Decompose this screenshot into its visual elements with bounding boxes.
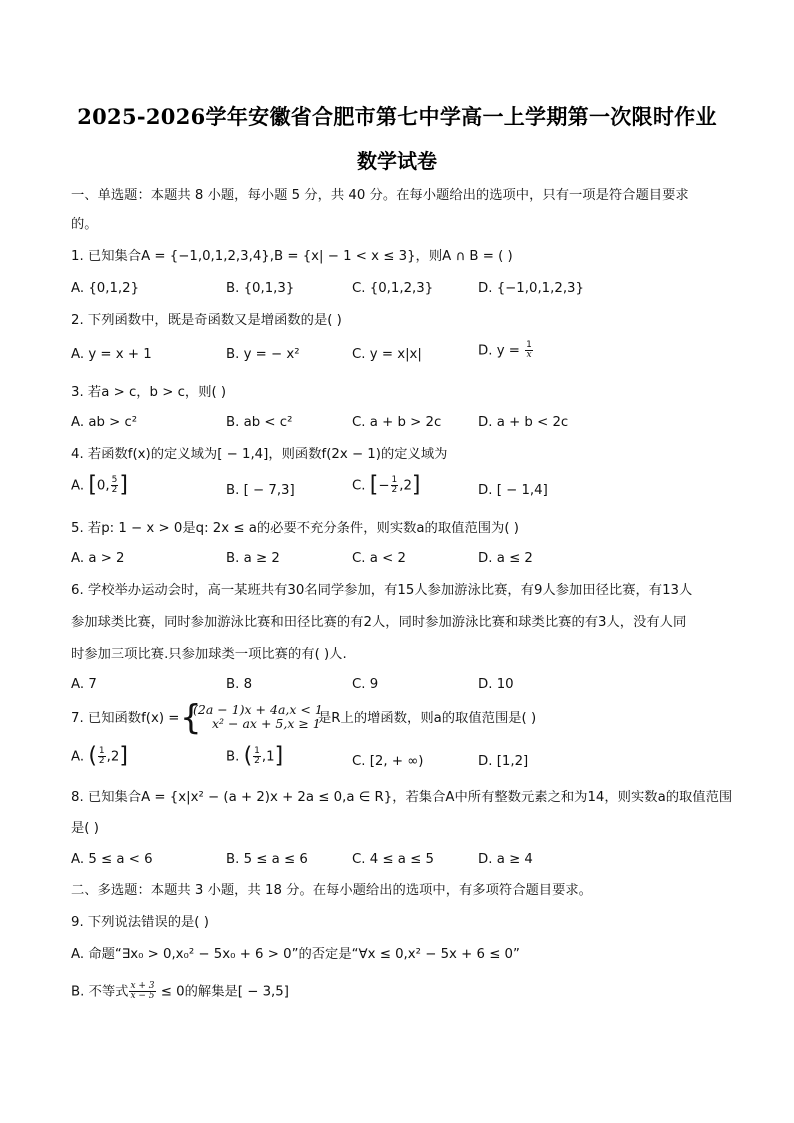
q7-option-d: D. [1,2] — [478, 754, 529, 769]
q4-option-a-fraction — [111, 476, 119, 495]
q2-option-d — [478, 341, 534, 361]
q2-option-d-prefix: D. y = — [478, 343, 525, 359]
q7-option-b-open-bracket: ( — [243, 743, 253, 769]
q4-option-a-open-bracket: [ — [88, 472, 97, 498]
q2-option-c: C. y = x|x| — [352, 347, 422, 362]
exam-title: 2025-2026学年安徽省合肥市第七中学高一上学期第一次限时作业 — [77, 104, 717, 129]
q6-stem-line3: 时参加三项比赛.只参加球类一项比赛的有( )人. — [71, 647, 347, 662]
section1-instruction-line1: 一、单选题：本题共 8 小题，每小题 5 分，共 40 分。在每小题给出的选项中，只有一项是符合题目要求 — [71, 188, 689, 203]
q7-piecewise-brace: { — [180, 698, 202, 738]
q7-option-a — [71, 743, 128, 769]
q9-option-b-fraction — [129, 982, 155, 1001]
q4-option-a-numerator: 5 — [111, 475, 118, 485]
q9-option-b — [71, 982, 289, 1002]
q4-option-c-fraction — [391, 476, 399, 495]
q4-option-d: D. [ − 1,4] — [478, 483, 548, 498]
q7-stem-prefix: 7. 已知函数f(x) = — [71, 711, 180, 726]
q4-option-a-prefix: A. — [71, 478, 89, 494]
section1-instruction-line2: 的。 — [71, 217, 98, 232]
q3-option-b: B. ab < c² — [226, 415, 293, 430]
q4-option-a-close-bracket: ] — [119, 472, 128, 498]
q6-option-b: B. 8 — [226, 677, 253, 692]
q7-case-2: x² − ax + 5,x ≥ 1 — [212, 716, 321, 731]
q8-option-d: D. a ≥ 4 — [478, 852, 533, 867]
q4-option-c-right: ,2 — [399, 478, 412, 494]
q5-stem: 5. 若p: 1 − x > 0是q: 2x ≤ a的必要不充分条件，则实数a的取值范围为( ) — [71, 521, 519, 536]
q3-option-d: D. a + b < 2c — [478, 415, 569, 430]
q7-option-b-numerator: 1 — [254, 746, 260, 756]
q2-option-d-fraction — [525, 341, 533, 360]
q2-stem: 2. 下列函数中，既是奇函数又是增函数的是( ) — [71, 313, 342, 328]
q7-case-1: (2a − 1)x + 4a,x < 1 — [193, 702, 323, 717]
q3-option-c: C. a + b > 2c — [352, 415, 442, 430]
q4-option-a — [71, 472, 128, 498]
q4-option-c — [352, 472, 421, 498]
q8-option-a: A. 5 ≤ a < 6 — [71, 852, 153, 867]
q7-option-a-denominator: 2 — [98, 756, 105, 766]
q1-option-d: D. {−1,0,1,2,3} — [478, 281, 584, 296]
q6-stem-line1: 6. 学校举办运动会时，高一某班共有30名同学参加，有15人参加游泳比赛，有9人参加田径比赛，有13人 — [71, 583, 693, 598]
q6-option-c: C. 9 — [352, 677, 379, 692]
exam-subtitle: 数学试卷 — [357, 149, 437, 173]
q7-option-c: C. [2, + ∞) — [352, 754, 424, 769]
q7-option-b-close-bracket: ] — [274, 743, 284, 769]
q4-option-c-prefix: C. — [352, 478, 370, 494]
q7-option-a-open-bracket: ( — [88, 743, 97, 769]
section2-instruction: 二、多选题：本题共 3 小题，共 18 分。在每小题给出的选项中，有多项符合题目要求。 — [71, 883, 592, 898]
q7-option-b — [226, 743, 284, 769]
q9-option-b-prefix: B. 不等式 — [71, 984, 129, 1000]
q7-option-a-right: ,2 — [106, 749, 120, 765]
q2-option-d-numerator: 1 — [526, 340, 532, 350]
q3-stem: 3. 若a > c，b > c，则( ) — [71, 385, 227, 400]
q7-option-a-close-bracket: ] — [119, 743, 128, 769]
q5-option-b: B. a ≥ 2 — [226, 551, 280, 566]
q3-option-a: A. ab > c² — [71, 415, 138, 430]
q9-option-a: A. 命题“∃x₀ > 0,x₀² − 5x₀ + 6 > 0”的否定是“∀x ≤ 0,x² − 5x + 6 ≤ 0” — [71, 947, 520, 962]
q7-option-a-numerator: 1 — [98, 746, 105, 756]
q9-option-b-denominator: x − 5 — [130, 991, 155, 1001]
q4-option-a-denominator: 2 — [111, 485, 118, 495]
q4-option-b: B. [ − 7,3] — [226, 483, 295, 498]
q8-stem-line1: 8. 已知集合A = {x|x² − (a + 2)x + 2a ≤ 0,a ∈ R}，若集合A中所有整数元素之和为14，则实数a的取值范围 — [71, 790, 733, 805]
q7-stem-suffix: 是R上的增函数，则a的取值范围是( ) — [318, 711, 537, 726]
q4-option-c-close-bracket: ] — [411, 472, 421, 498]
q1-option-c: C. {0,1,2,3} — [352, 281, 434, 296]
q7-option-b-denominator: 2 — [254, 756, 260, 766]
q5-option-a: A. a > 2 — [71, 551, 125, 566]
q5-option-d: D. a ≤ 2 — [478, 551, 533, 566]
q2-option-a: A. y = x + 1 — [71, 347, 152, 362]
q1-option-a: A. {0,1,2} — [71, 281, 140, 296]
q7-option-b-fraction — [253, 747, 261, 766]
q1-option-b: B. {0,1,3} — [226, 281, 295, 296]
q2-option-b: B. y = − x² — [226, 347, 300, 362]
q5-option-c: C. a < 2 — [352, 551, 406, 566]
q6-option-d: D. 10 — [478, 677, 514, 692]
q2-option-d-denominator: x — [526, 350, 532, 360]
q7-option-b-right: ,1 — [261, 749, 275, 765]
q7-option-b-prefix: B. — [226, 749, 244, 765]
q8-stem-line2: 是( ) — [71, 821, 99, 836]
q9-option-b-numerator: x + 3 — [130, 981, 155, 991]
q1-stem: 1. 已知集合A = {−1,0,1,2,3,4},B = {x| − 1 < x ≤ 3}，则A ∩ B = ( ) — [71, 249, 513, 264]
q9-option-b-suffix: ≤ 0的解集是[ − 3,5] — [156, 984, 289, 1000]
q9-stem: 9. 下列说法错误的是( ) — [71, 915, 209, 930]
q8-option-c: C. 4 ≤ a ≤ 5 — [352, 852, 434, 867]
q7-option-a-fraction — [98, 747, 106, 766]
q7-option-a-prefix: A. — [71, 749, 89, 765]
q6-stem-line2: 参加球类比赛，同时参加游泳比赛和田径比赛的有2人，同时参加游泳比赛和球类比赛的有3人，没有人同 — [71, 615, 687, 630]
q8-option-b: B. 5 ≤ a ≤ 6 — [226, 852, 308, 867]
q4-option-c-left: − — [378, 478, 390, 494]
q6-option-a: A. 7 — [71, 677, 97, 692]
q4-option-c-denominator: 2 — [391, 485, 398, 495]
q4-stem: 4. 若函数f(x)的定义域为[ − 1,4]，则函数f(2x − 1)的定义域为 — [71, 447, 448, 462]
q4-option-a-left: 0, — [96, 478, 110, 494]
q4-option-c-open-bracket: [ — [369, 472, 379, 498]
q4-option-c-numerator: 1 — [391, 475, 398, 485]
